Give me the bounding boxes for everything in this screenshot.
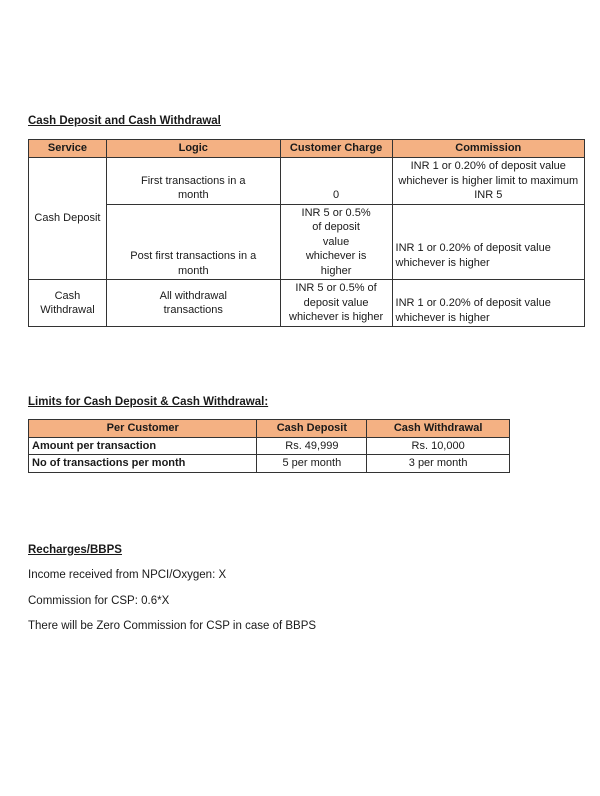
table-row [29,437,510,455]
charge-cell: INR 5 or 0.5% of deposit value whichever is higher [280,280,392,327]
table-header-row [29,420,510,438]
withdrawal-cell: Rs. 10,000 [367,437,510,455]
column-header: Cash Withdrawal [367,420,510,438]
column-header: Cash Deposit [257,420,367,438]
logic-cell: First transactions in a month [106,157,280,204]
limits-heading: Limits for Cash Deposit & Cash Withdrawal: [28,396,269,408]
bbps-note-line: There will be Zero Commission for CSP in case of BBPS [28,620,317,632]
commission-line: Commission for CSP: 0.6*X [28,595,170,607]
limit-label-cell: No of transactions per month [29,455,257,473]
column-header: Customer Charge [280,140,392,158]
table-header-row [29,140,585,158]
logic-cell: All withdrawal transactions [106,280,280,327]
table-row [29,204,585,280]
column-header: Service [29,140,107,158]
column-header: Per Customer [29,420,257,438]
commission-cell: INR 1 or 0.20% of deposit value whichever is higher limit to maximum INR 5 [392,157,584,204]
column-header: Logic [106,140,280,158]
logic-cell: Post first transactions in a month [106,204,280,280]
service-cell: Cash Withdrawal [29,280,107,327]
cash-deposit-withdrawal-heading: Cash Deposit and Cash Withdrawal [28,115,221,127]
column-header: Commission [392,140,584,158]
limit-label-cell: Amount per transaction [29,437,257,455]
recharges-heading: Recharges/BBPS [28,544,122,556]
table-row [29,455,510,473]
commission-table [28,139,585,327]
withdrawal-cell: 3 per month [367,455,510,473]
commission-cell: INR 1 or 0.20% of deposit value whichever is higher [392,280,584,327]
charge-cell: 0 [280,157,392,204]
limits-table [28,419,510,473]
deposit-cell: 5 per month [257,455,367,473]
commission-cell: INR 1 or 0.20% of deposit value whichever is higher [392,204,584,280]
charge-cell: INR 5 or 0.5% of deposit value whichever is higher [280,204,392,280]
table-row [29,157,585,204]
service-cell: Cash Deposit [29,157,107,280]
income-line: Income received from NPCI/Oxygen: X [28,569,227,581]
table-row [29,280,585,327]
deposit-cell: Rs. 49,999 [257,437,367,455]
